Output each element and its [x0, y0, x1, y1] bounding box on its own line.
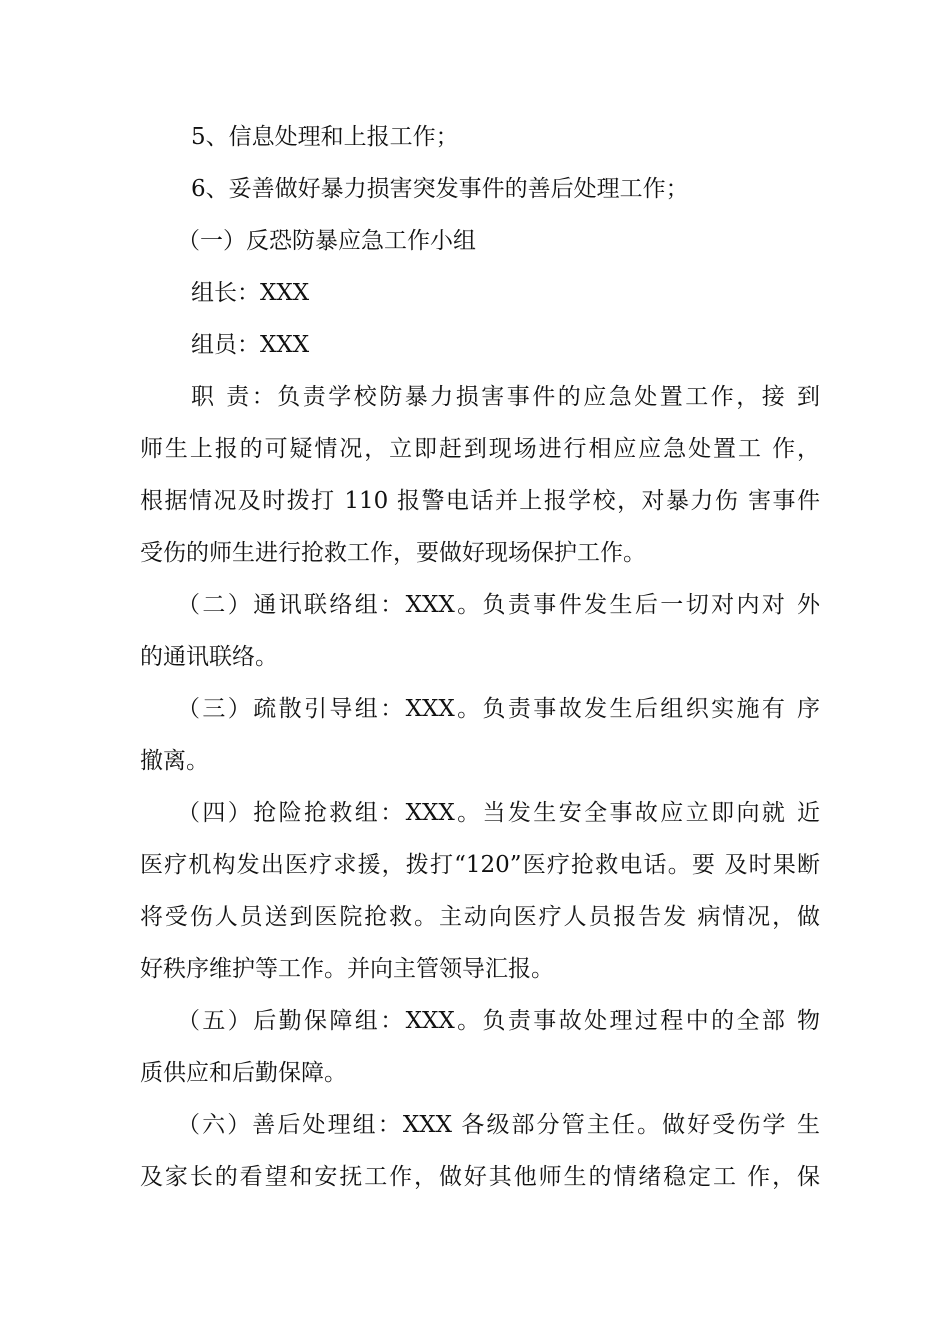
logistics-group-paragraph	[140, 995, 820, 1099]
paragraph-line: 医疗机构发出医疗求援，拨打“120”医疗抢救电话。要 及时果断	[140, 852, 820, 878]
paragraph-line: 撤离。	[140, 748, 209, 774]
paragraph-line: 根据情况及时拨打 110 报警电话并上报学校，对暴力伤 害事件	[140, 488, 820, 514]
paragraph-line: 受伤的师生进行抢救工作，要做好现场保护工作。	[140, 540, 646, 566]
paragraph-line: 质供应和后勤保障。	[140, 1060, 347, 1086]
paragraph-line: 及家长的看望和安抚工作，做好其他师生的情绪稳定工 作，保	[140, 1164, 820, 1190]
group-leader-line: 组长：XXX	[191, 280, 310, 306]
paragraph-line: 的通讯联络。	[140, 644, 278, 670]
section-heading-1: （一）反恐防暴应急工作小组	[177, 228, 476, 254]
list-item-5: 5、信息处理和上报工作；	[191, 124, 459, 150]
paragraph-line: （六）善后处理组：XXX 各级部分管主任。做好受伤学 生	[177, 1112, 820, 1138]
aftermath-group-paragraph	[140, 1099, 820, 1203]
communication-group-paragraph	[140, 579, 820, 683]
list-item-6: 6、妥善做好暴力损害突发事件的善后处理工作；	[191, 176, 689, 202]
rescue-group-paragraph	[140, 787, 820, 995]
paragraph-line: 好秩序维护等工作。并向主管领导汇报。	[140, 956, 554, 982]
paragraph-line: 职 责：负责学校防暴力损害事件的应急处置工作，接 到	[191, 384, 820, 410]
paragraph-line: 师生上报的可疑情况，立即赶到现场进行相应应急处置工 作，	[140, 436, 820, 462]
evacuation-group-paragraph	[140, 683, 820, 787]
paragraph-line: （三）疏散引导组：XXX。负责事故发生后组织实施有 序	[177, 696, 820, 722]
paragraph-line: （五）后勤保障组：XXX。负责事故处理过程中的全部 物	[177, 1008, 820, 1034]
paragraph-line: （二）通讯联络组：XXX。负责事件发生后一切对内对 外	[177, 592, 820, 618]
paragraph-line: 将受伤人员送到医院抢救。主动向医疗人员报告发 病情况，做	[140, 904, 820, 930]
paragraph-line: （四）抢险抢救组：XXX。当发生安全事故应立即向就 近	[177, 800, 820, 826]
document-body	[140, 111, 820, 1203]
duties-paragraph	[140, 371, 820, 579]
group-member-line: 组员：XXX	[191, 332, 310, 358]
